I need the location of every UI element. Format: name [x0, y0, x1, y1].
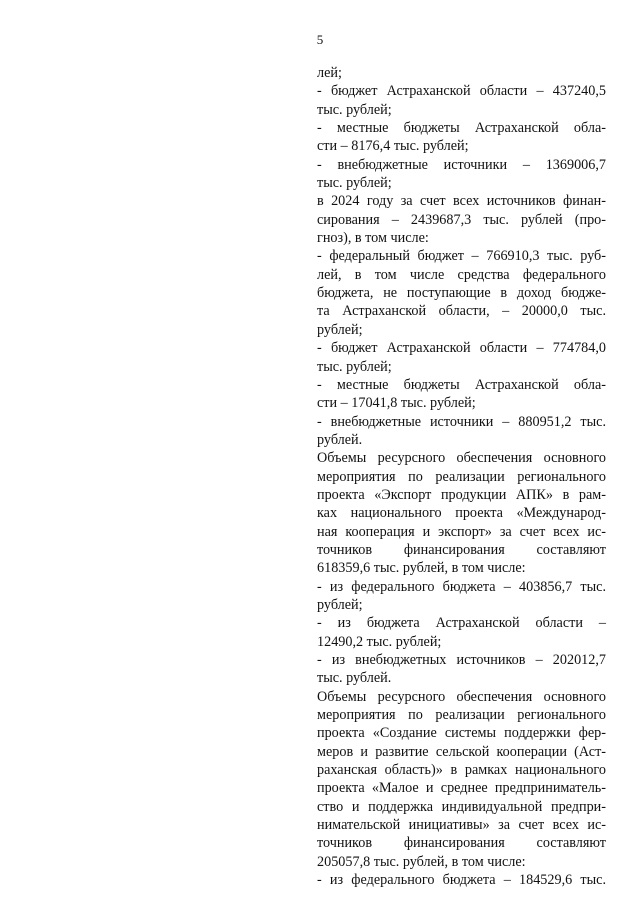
text-line: тыс. рублей;: [317, 358, 392, 375]
text-line: нимательской инициативы» за счет всех ис-: [317, 817, 606, 834]
text-line: 12490,2 тыс. рублей;: [317, 633, 442, 650]
text-line: - из внебюджетных источников – 202012,7: [317, 652, 606, 668]
text-line: рублей;: [317, 321, 363, 338]
text-line: - федеральный бюджет – 766910,3 тыс. руб-: [317, 248, 606, 265]
text-line: Объемы ресурсного обеспечения основного: [317, 450, 606, 467]
text-line: - из бюджета Астраханской области –: [317, 615, 606, 632]
text-line: мероприятия по реализации регионального: [317, 468, 606, 485]
text-line: - местные бюджеты Астраханской обла-: [317, 376, 606, 393]
page-number: 5: [316, 32, 324, 47]
body-text-column: [317, 64, 606, 889]
text-line: тыс. рублей.: [317, 670, 392, 687]
text-line: сирования – 2439687,3 тыс. рублей (про-: [317, 211, 606, 228]
text-line: сти – 8176,4 тыс. рублей;: [317, 138, 469, 155]
text-line: Объемы ресурсного обеспечения основного: [317, 688, 606, 705]
text-line: ство и поддержка индивидуальной предпри-: [317, 798, 606, 815]
text-line: тыс. рублей;: [317, 101, 392, 118]
text-line: проекта «Создание системы поддержки фер-: [317, 725, 606, 742]
text-line: меров и развитие сельской кооперации (Аст-: [317, 743, 606, 760]
text-line: тыс. рублей;: [317, 175, 392, 192]
text-line: гноз), в том числе:: [317, 230, 429, 247]
text-line: та Астраханской области, – 20000,0 тыс.: [317, 303, 606, 320]
text-line: 618359,6 тыс. рублей, в том числе:: [317, 560, 526, 577]
text-line: точников финансирования составляют: [317, 835, 606, 852]
text-line: мероприятия по реализации регионального: [317, 707, 606, 724]
text-line: сти – 17041,8 тыс. рублей;: [317, 395, 476, 412]
text-line: - бюджет Астраханской области – 774784,0: [317, 340, 606, 357]
text-line: бюджета, не поступающие в доход бюдже-: [317, 285, 606, 302]
text-line: лей, в том числе средства федерального: [317, 266, 606, 283]
text-line: - внебюджетные источники – 880951,2 тыс.: [317, 413, 606, 430]
text-line: 205057,8 тыс. рублей, в том числе:: [317, 853, 526, 870]
text-line: - из федерального бюджета – 184529,6 тыс.: [317, 872, 606, 889]
text-line: рублей.: [317, 431, 363, 448]
text-line: - из федерального бюджета – 403856,7 тыс.: [317, 578, 606, 595]
text-line: проекта «Малое и среднее предприниматель-: [317, 780, 606, 797]
text-line: ках национального проекта «Международ-: [317, 505, 606, 522]
text-line: раханская область)» в рамках национального: [317, 762, 606, 779]
text-line: - местные бюджеты Астраханской обла-: [317, 120, 606, 137]
text-line: в 2024 году за счет всех источников финан-: [317, 193, 606, 210]
text-line: точников финансирования составляют: [317, 541, 606, 558]
text-line: ная кооперация и экспорт» за счет всех ис-: [317, 523, 606, 540]
text-line: - внебюджетные источники – 1369006,7: [317, 156, 606, 173]
text-line: - бюджет Астраханской области – 437240,5: [317, 83, 606, 100]
text-line: лей;: [317, 65, 342, 81]
text-line: проекта «Экспорт продукции АПК» в рам-: [317, 486, 606, 503]
text-line: рублей;: [317, 596, 363, 613]
